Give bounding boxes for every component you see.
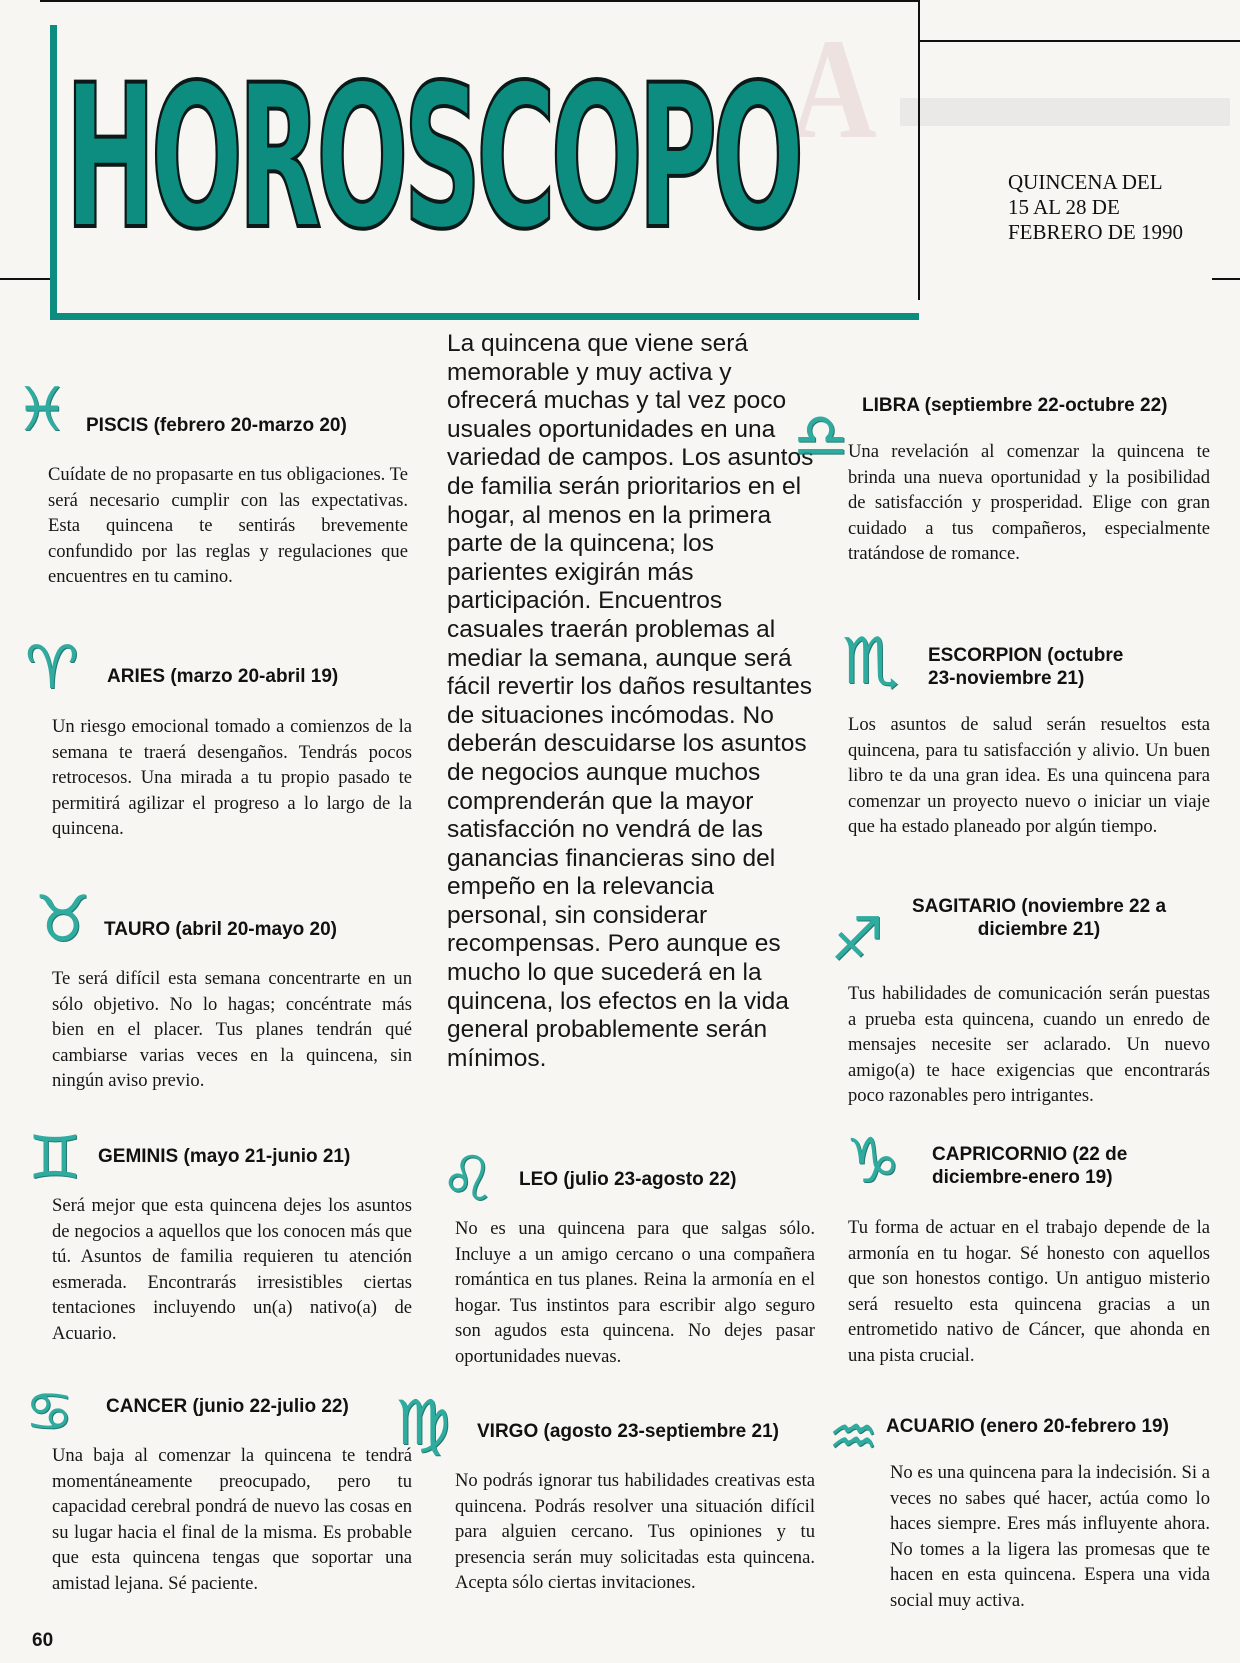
libra-icon: ♎ [793,399,849,472]
period-line-2: 15 AL 28 DE [1008,195,1120,219]
sign-heading: LEO (julio 23-agosto 22) [519,1169,737,1190]
capricorn-icon: ♑ [845,1124,901,1197]
sign-heading-line: SAGITARIO (noviembre 22 a [911,896,1167,917]
sign-leo [455,1168,815,1369]
pisces-icon: ♓ [15,375,69,445]
sign-heading: LIBRA (septiembre 22-octubre 22) [862,395,1168,416]
page-number: 60 [32,1630,54,1651]
sign-text: Los asuntos de salud serán resueltos esta quincena, para tu satisfacción y alivio. Un buen libro te da una gran idea. Es una quincena para comenzar un proyecto nuevo o iniciar un viaje que ha estado planeado por algún tiempo. [848,714,1210,837]
sign-virgo [455,1420,815,1596]
sign-text: No es una quincena para la indecisión. Si a veces no sabes qué hacer, actúa como lo haces siempre. Eres más influyente ahora. No tomes a la ligera las promesas que te hacen en esta quincena. Espera una vida social muy activa. [890,1462,1210,1611]
sign-text: Cuídate de no propasarte en tus obligaciones. Te será necesario cumplir con las expectativas. Esta quincena te sentirás brevemente confundido por las reglas y regulaciones que encuentres en tu camino. [48,464,408,587]
sign-heading-line: diciembre 21) [977,919,1101,940]
sign-capricornio [848,1143,1210,1368]
intro-paragraph: La quincena que viene será memorable y muy activa y ofrecerá muchas y tal vez poco usuales oportunidades en una variedad de campos. Los asuntos de familia serán prioritarios en el hogar, al menos en la primera parte de la quincena; los parientes exigirán más participación. Encuentros casuales traerán problemas al mediar la semana, aunque será fácil revertir los daños resultantes de situaciones incómodas. No deberán descuidarse los asuntos de negocios aunque muchos comprenderán que la mayor satisfacción no vendrá de las ganancias financieras sino del empeño en la relevancia personal, sin considerar recompensas. Pero aunque es mucho lo que sucederá en la quincena, los efectos en la vida general probablemente serán mínimos. [447,330,814,1072]
gemini-icon: ♊ [28,1123,82,1193]
sign-heading-line: 23-noviembre 21) [928,668,1085,689]
period-rule [918,40,1240,42]
sign-tauro [52,918,412,1094]
sign-text: Será mejor que esta quincena dejes los asuntos de negocios a aquellos que los conocen más que tú. Asuntos de familia requieren tu atención esmerada. Encontrarás irresistibles ciertas tentaciones incluyendo un(a) nativo(a) de Acuario. [52,1195,412,1344]
sign-aries [52,665,412,842]
sign-sagitario [848,895,1210,1109]
sign-acuario [848,1415,1210,1613]
sign-cancer [52,1395,412,1596]
sign-heading-line: diciembre-enero 19) [932,1167,1113,1188]
sign-heading [848,644,1210,690]
sign-libra [848,394,1210,567]
bleed-through-byline [900,98,1230,126]
leo-icon: ♌ [440,1142,496,1215]
scorpio-icon: ♏ [842,625,900,699]
sign-heading: ARIES (marzo 20-abril 19) [107,666,339,687]
sign-heading: ACUARIO (enero 20-febrero 19) [886,1416,1169,1437]
sign-escorpion [848,644,1210,840]
sign-text: Una baja al comenzar la quincena te tendrá momentáneamente preocupado, pero tu capacidad cerebral pondrá de nuevo las cosas en su lugar hacia el final de la misma. Es probable que esta quincena tengas que soportar una amistad lejana. Sé paciente. [52,1445,412,1594]
sign-piscis [48,414,408,590]
taurus-icon: ♉ [34,883,92,957]
sign-heading [848,895,1210,941]
sign-heading: CANCER (junio 22-julio 22) [106,1396,349,1417]
sign-text: Tus habilidades de comunicación serán puestas a prueba esta quincena, cuando un enredo de mensajes necesite ser aclarado. Un nuevo amigo(a) te hace exigencias que encontrarás poco razonables pero intrigantes. [848,983,1210,1106]
period-line-1: QUINCENA DEL [1008,170,1163,194]
sign-heading: GEMINIS (mayo 21-junio 21) [98,1146,351,1167]
bleed-through-title: A [790,8,881,169]
aquarius-icon: ♒ [828,1405,879,1470]
sign-text: Tu forma de actuar en el trabajo depende de la armonía en tu hogar. Sé honesto con aquellos que son honestos contigo. Un antiguo misterio será resuelto esta quincena gracias a un entrometido nativo de Cáncer, que ahonda en una pista crucial. [848,1217,1210,1366]
right-tick [1212,278,1240,280]
period-label [1008,170,1228,245]
sign-text: No podrás ignorar tus habilidades creativas esta quincena. Podrás resolver una situación difícil para alguien cercano. Tus opiniones y tu presencia serán muy solicitadas esta quincena. Acepta sólo ciertas invitaciones. [455,1470,815,1593]
sign-text: Una revelación al comenzar la quincena te brinda una nueva oportunidad y la posibilidad de satisfacción y prosperidad. Elige con gran cuidado a tus compañeros, especialmente tratándose de romance. [848,441,1210,564]
sign-text: Un riesgo emocional tomado a comienzos de la semana te traerá desengaños. Tendrás pocos retrocesos. Una mirada a tu propio pasado te permitirá agilizar el progreso a lo largo de la quincena. [52,716,412,839]
page-title: HOROSCOPO [65,42,799,273]
sign-text: No es una quincena para que salgas sólo. Incluye a un amigo cercano o una compañera romántica en tus planes. Reina la armonía en el hogar. Tus instintos para escribir algo seguro son agudos esta quincena. No dejes pasar oportunidades nuevas. [455,1218,815,1367]
sign-heading-line: ESCORPION (octubre [928,645,1124,666]
period-line-3: FEBRERO DE 1990 [1008,220,1184,244]
virgo-icon: ♍ [395,1386,451,1459]
cancer-icon: ♋ [25,1380,74,1443]
sagittarius-icon: ♐ [830,905,884,975]
sign-geminis [52,1145,412,1346]
sign-heading: PISCIS (febrero 20-marzo 20) [86,415,347,436]
left-tick [0,278,55,280]
aries-icon: ♈ [25,633,79,703]
sign-heading: VIRGO (agosto 23-septiembre 21) [477,1421,779,1442]
top-rule [40,0,920,2]
sign-text: Te será difícil esta semana concentrarte en un sólo objetivo. No lo hagas; concéntrate más bien en el placer. Tus planes tendrán qué cambiarse varias veces en la quincena, sin ningún aviso previo. [52,968,412,1091]
sign-heading-line: CAPRICORNIO (22 de [932,1144,1128,1165]
sign-heading: TAURO (abril 20-mayo 20) [104,919,337,940]
sign-heading [848,1143,1210,1189]
